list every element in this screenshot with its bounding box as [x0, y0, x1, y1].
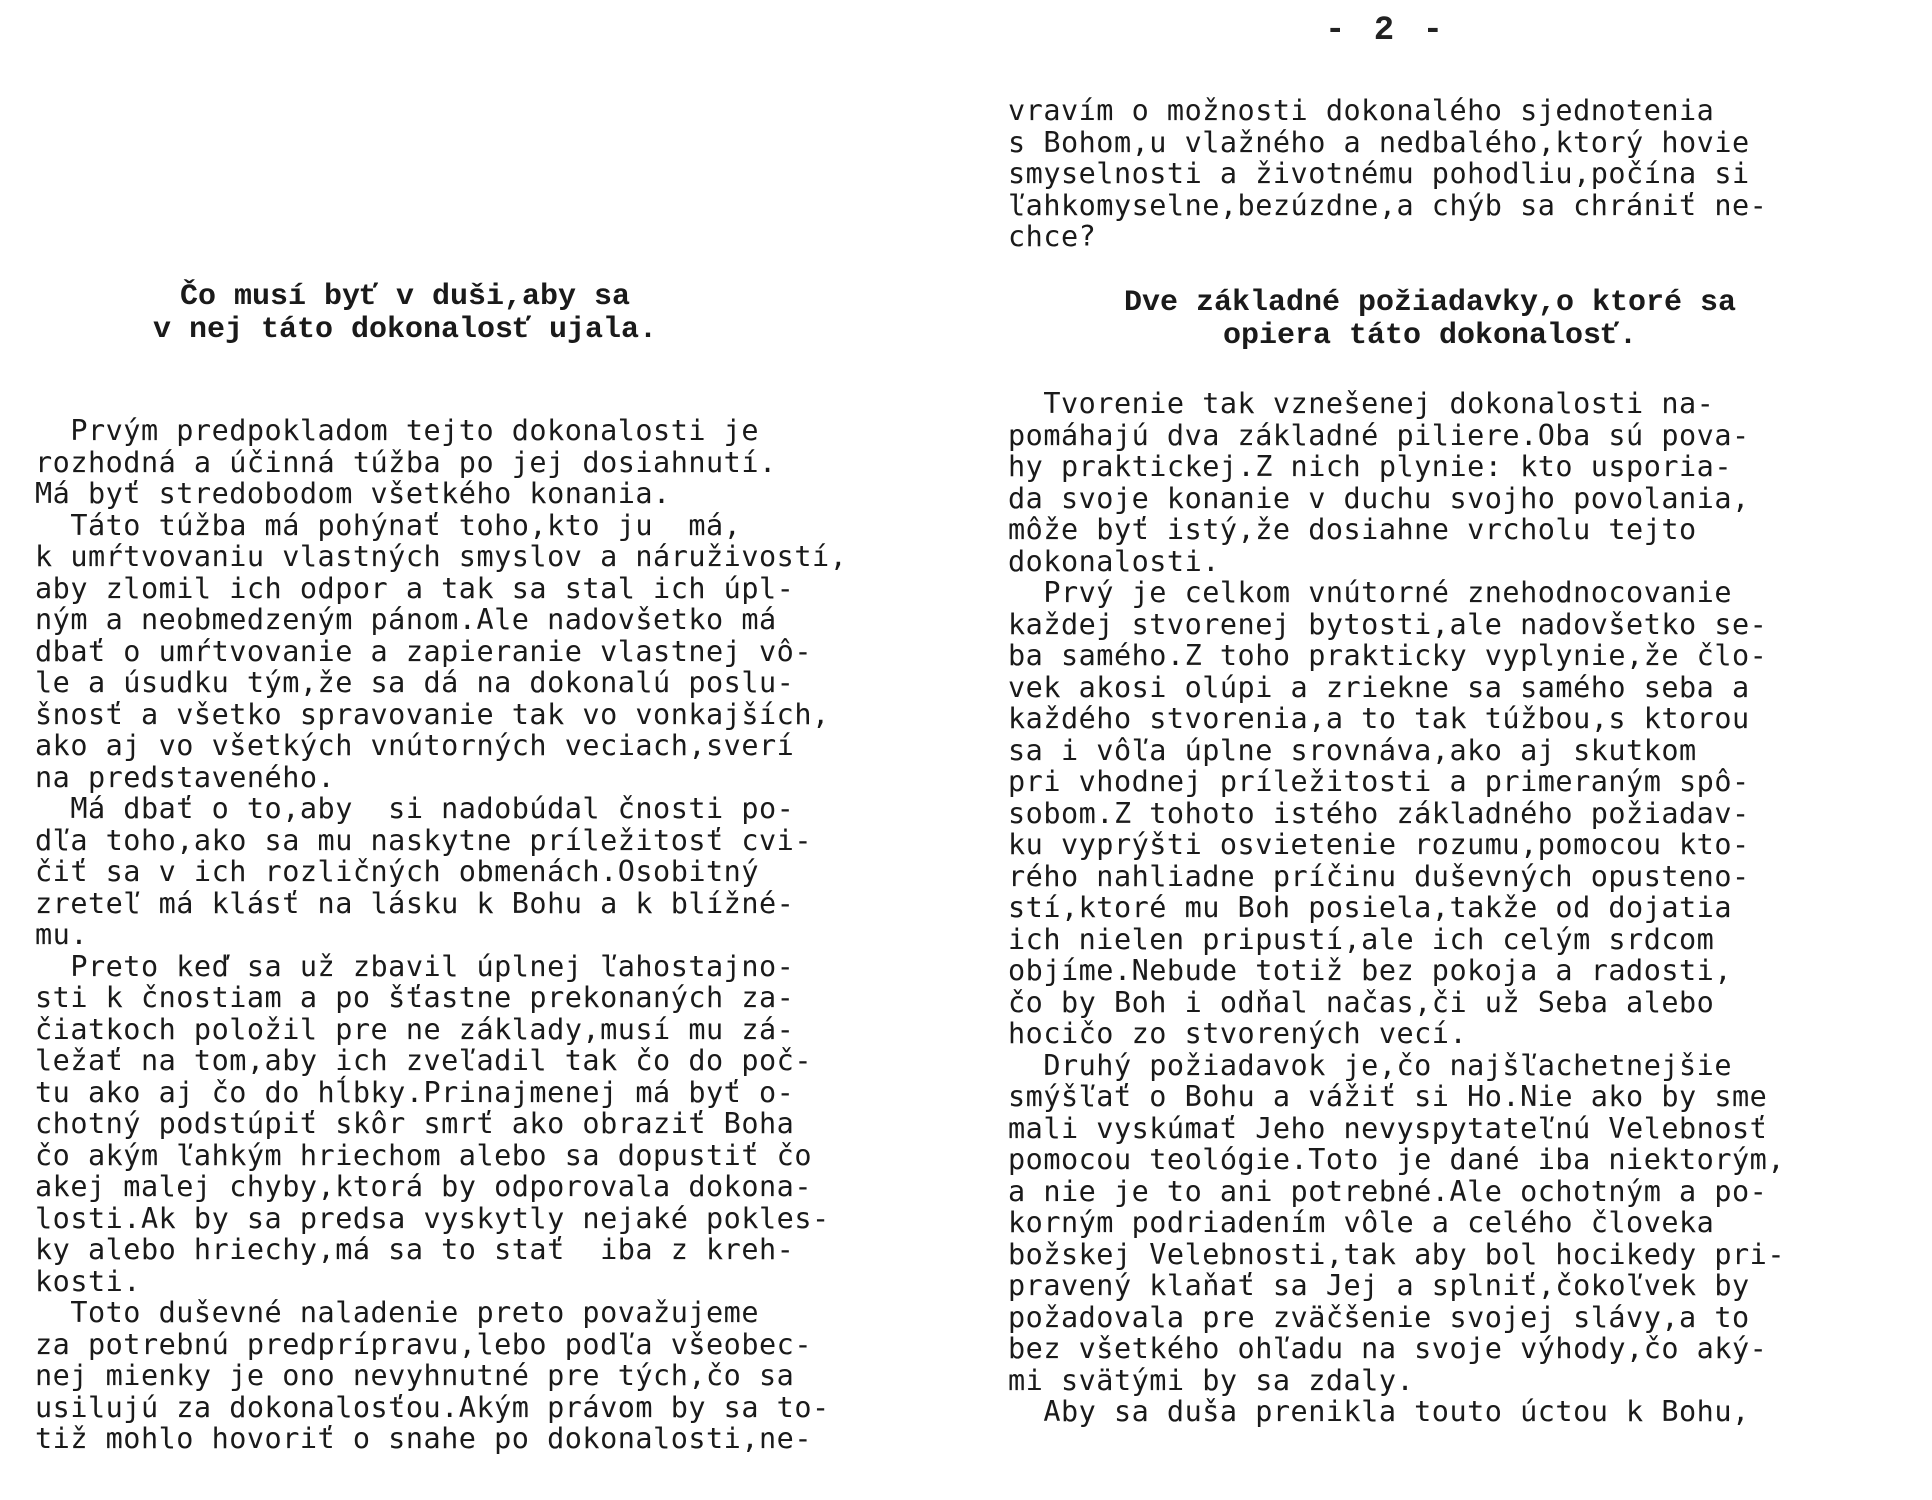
text-line: Táto túžba má pohýnať toho,kto ju má,	[35, 508, 742, 542]
text-line: každej stvorenej bytosti,ale nadovšetko se-	[1008, 607, 1768, 641]
text-line: chce?	[1008, 220, 1097, 253]
left-body-text	[35, 415, 847, 1455]
text-line: Prvý je celkom vnútorné znehodnocovanie	[1008, 576, 1732, 609]
text-line: božskej Velebnosti,tak aby bol hocikedy pri-	[1008, 1237, 1785, 1271]
text-line: Tvorenie tak vznešenej dokonalosti na-	[1008, 387, 1715, 420]
text-line: požadovala pre zväčšenie svojej slávy,a to	[1008, 1300, 1750, 1334]
text-line: na predstaveného.	[35, 760, 336, 794]
text-line: ným a neobmedzeným pánom.Ale nadovšetko má	[35, 603, 777, 636]
heading-line: Čo musí byť v duši,aby sa	[179, 280, 631, 314]
text-line: aby zlomil ich odpor a tak sa stal ich úpl-	[35, 571, 795, 605]
text-line: mu.	[35, 918, 88, 951]
text-line: tu ako aj čo do hĺbky.Prinajmenej má byť o-	[35, 1075, 795, 1109]
text-line: mali vyskúmať Jeho nevyspytateľnú Velebnosť	[1008, 1111, 1768, 1145]
text-line: pravený klaňať sa Jej a splniť,čokoľvek by	[1008, 1269, 1750, 1302]
text-line: za potrebnú predprípravu,lebo podľa všeobec-	[35, 1327, 812, 1361]
text-line: smyselnosti a životnému pohodliu,počína si	[1008, 157, 1750, 190]
text-line: Druhý požiadavok je,čo najšľachetnejšie	[1008, 1048, 1732, 1082]
right-body-text	[1008, 388, 1785, 1428]
left-section-heading	[110, 281, 700, 347]
text-line: ich nielen pripustí,ale ich celým srdcom	[1008, 922, 1715, 956]
text-line: Preto keď sa už zbavil úplnej ľahostajno-	[35, 949, 795, 983]
text-line: čo akým ľahkým hriechom alebo sa dopustiť čo	[35, 1138, 812, 1172]
text-line: pri vhodnej príležitosti a primeraným spô-	[1008, 765, 1750, 798]
text-line: sa i vôľa úplne srovnáva,ako aj skutkom	[1008, 733, 1697, 767]
text-line: zreteľ má klásť na lásku k Bohu a k blížné-	[35, 886, 795, 920]
text-line: tiž mohlo hovoriť o snahe po dokonalosti,ne-	[35, 1422, 812, 1455]
text-line: ľahkomyselne,bezúzdne,a chýb sa chrániť ne-	[1008, 188, 1768, 222]
text-line: pomáhajú dva základné piliere.Oba sú pova-	[1008, 418, 1750, 452]
text-line: ky alebo hriechy,má sa to stať iba z kreh-	[35, 1233, 795, 1266]
text-line: dľa toho,ako sa mu naskytne príležitosť cvi-	[35, 823, 812, 857]
text-line: Toto duševné naladenie preto považujeme	[35, 1296, 759, 1329]
text-line: ba samého.Z toho prakticky vyplynie,že člo-	[1008, 639, 1768, 672]
text-line: dbať o umŕtvovanie a zapieranie vlastnej vô-	[35, 634, 812, 668]
heading-line: opiera táto dokonalosť.	[1222, 319, 1638, 353]
heading-line: v nej táto dokonalosť ujala.	[152, 313, 658, 347]
text-line: ako aj vo všetkých vnútorných veciach,sverí	[35, 729, 795, 762]
text-line: usilujú za dokonalosťou.Akým právom by sa to-	[35, 1390, 830, 1424]
text-line: k umŕtvovaniu vlastných smyslov a náruživostí,	[35, 540, 848, 573]
text-line: Má byť stredobodom všetkého konania.	[35, 477, 671, 510]
right-section-heading	[1070, 287, 1790, 353]
text-line: kosti.	[35, 1264, 141, 1298]
text-line: čiť sa v ich rozličných obmenách.Osobitný	[35, 855, 759, 888]
text-line: akej malej chyby,ktorá by odporovala dokona-	[35, 1170, 812, 1203]
text-line: objíme.Nebude totiž bez pokoja a radosti,	[1008, 954, 1732, 987]
text-line: mi svätými by sa zdaly.	[1008, 1363, 1415, 1397]
text-line: rého nahliadne príčinu duševných opusteno-	[1008, 859, 1750, 893]
text-line: sti k čnostiam a po šťastne prekonaných za-	[35, 981, 795, 1014]
text-line: pomocou teológie.Toto je dané iba niektorým,	[1008, 1143, 1785, 1176]
text-line: ležať na tom,aby ich zveľadil tak čo do poč-	[35, 1044, 812, 1077]
text-line: a nie je to ani potrebné.Ale ochotným a po-	[1008, 1174, 1768, 1208]
text-line: každého stvorenia,a to tak túžbou,s ktorou	[1008, 702, 1750, 735]
text-line: vek akosi olúpi a zriekne sa samého seba a	[1008, 670, 1750, 704]
text-line: čiatkoch položil pre ne základy,musí mu zá-	[35, 1012, 795, 1046]
text-line: môže byť istý,že dosiahne vrcholu tejto	[1008, 513, 1697, 546]
text-line: čo by Boh i odňal načas,či už Seba alebo	[1008, 985, 1715, 1019]
text-line: Prvým predpokladom tejto dokonalosti je	[35, 414, 759, 447]
text-line: Má dbať o to,aby si nadobúdal čnosti po-	[35, 792, 795, 825]
text-line: šnosť a všetko spravovanie tak vo vonkajších,	[35, 697, 830, 731]
text-line: sobom.Z tohoto istého základného požiadav-	[1008, 796, 1750, 830]
text-line: s Bohom,u vlažného a nedbalého,ktorý hovie	[1008, 125, 1750, 159]
text-line: nej mienky je ono nevyhnutné pre tých,čo sa	[35, 1359, 795, 1392]
text-line: stí,ktoré mu Boh posiela,takže od dojatia	[1008, 891, 1732, 924]
text-line: rozhodná a účinná túžba po jej dosiahnutí.	[35, 445, 777, 479]
text-line: hy praktickej.Z nich plynie: kto usporia-	[1008, 450, 1732, 483]
text-line: le a úsudku tým,že sa dá na dokonalú poslu-	[35, 666, 795, 699]
heading-line: Dve základné požiadavky,o ktoré sa	[1123, 286, 1737, 320]
text-line: dokonalosti.	[1008, 544, 1220, 578]
page-number: - 2 -	[1325, 12, 1448, 50]
text-line: ku vyprýšti osvietenie rozumu,pomocou kto-	[1008, 828, 1750, 861]
text-line: losti.Ak by sa predsa vyskytly nejaké pokles-	[35, 1201, 830, 1235]
text-line: chotný podstúpiť skôr smrť ako obraziť Boha	[35, 1107, 795, 1140]
text-line: korným podriadením vôle a celého človeka	[1008, 1206, 1715, 1239]
text-line: bez všetkého ohľadu na svoje výhody,čo aký-	[1008, 1332, 1768, 1365]
text-line: da svoje konanie v duchu svojho povolania,	[1008, 481, 1750, 515]
text-line: hocičo zo stvorených vecí.	[1008, 1017, 1468, 1050]
right-continued-text	[1008, 95, 1767, 253]
text-line: vravím o možnosti dokonalého sjednotenia	[1008, 94, 1715, 127]
text-line: Aby sa duša prenikla touto úctou k Bohu,	[1008, 1395, 1750, 1428]
text-line: smýšľať o Bohu a vážiť si Ho.Nie ako by sme	[1008, 1080, 1768, 1113]
